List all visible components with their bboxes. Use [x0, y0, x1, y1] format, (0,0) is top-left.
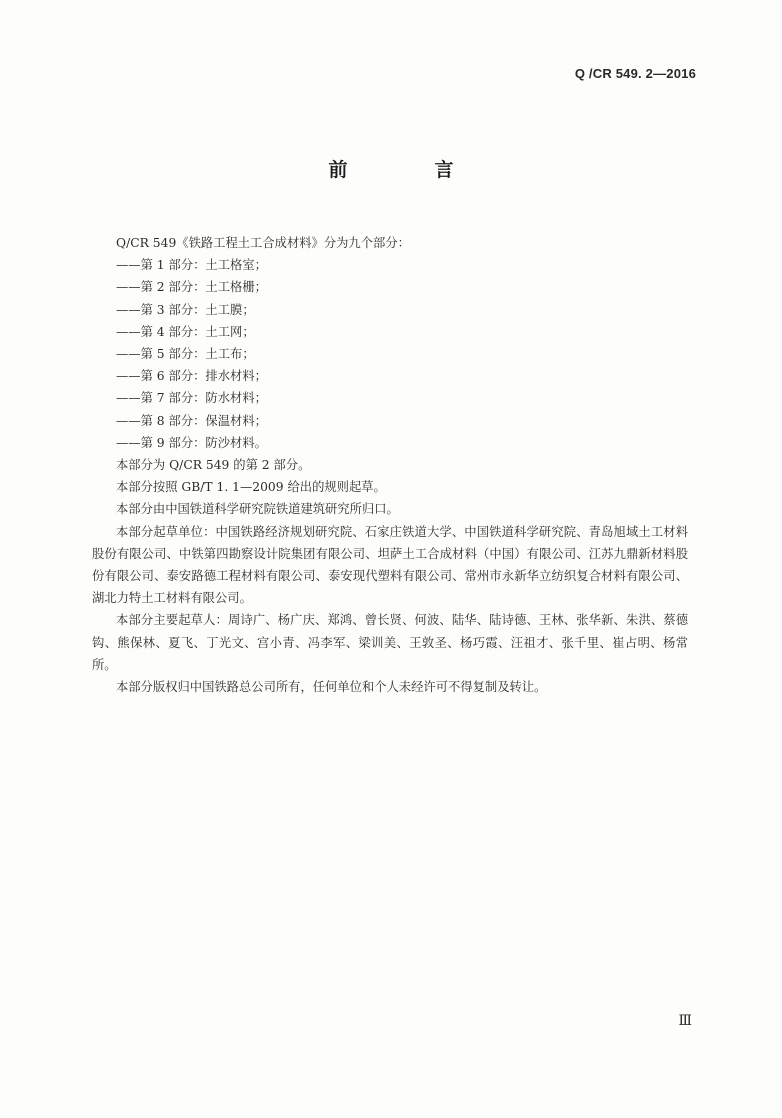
proposer-paragraph: 本部分由中国铁道科学研究院铁道建筑研究所归口。 [116, 502, 399, 517]
this-part-paragraph: 本部分为 Q/CR 549 的第 2 部分。 [116, 458, 311, 473]
part-list-item: ——第 1 部分：土工格室； [116, 258, 267, 273]
part-list-item: ——第 2 部分：土工格栅； [116, 280, 267, 295]
part-list-item: ——第 9 部分：防沙材料。 [116, 435, 267, 450]
part-list-item: ——第 5 部分：土工布； [116, 347, 255, 362]
copyright-paragraph: 本部分版权归中国铁路总公司所有，任何单位和个人未经许可不得复制及转让。 [116, 680, 547, 695]
standard-code: Q /CR 549. 2—2016 [574, 66, 696, 81]
part-list-item: ——第 7 部分：防水材料； [116, 391, 267, 406]
part-list-item: ——第 3 部分：土工膜； [116, 302, 255, 317]
part-list-item: ——第 4 部分：土工网； [116, 324, 255, 339]
part-list-item: ——第 6 部分：排水材料； [116, 369, 267, 384]
page-title: 前 言 [328, 159, 488, 181]
foreword-body [92, 232, 688, 698]
page-number: Ⅲ [678, 1013, 692, 1029]
drafting-rules-paragraph: 本部分按照 GB/T 1. 1—2009 给出的规则起草。 [116, 480, 386, 495]
drafters-paragraph: 本部分主要起草人：周诗广、杨广庆、郑鸿、曾长贤、何波、陆华、陆诗德、王林、张华新、朱洪、蔡德钩、熊保林、夏飞、丁光文、宫小青、冯李军、梁训美、王敦圣、杨巧霞、汪祖才、张千里、崔占明、杨常所。 [92, 613, 688, 672]
drafting-units-paragraph: 本部分起草单位：中国铁路经济规划研究院、石家庄铁道大学、中国铁道科学研究院、青岛旭域土工材料股份有限公司、中铁第四勘察设计院集团有限公司、坦萨土工合成材料（中国）有限公司、江苏九鼎新材料股份有限公司、泰安路德工程材料有限公司、泰安现代塑料有限公司、常州市永新华立纺织复合材料有限公司、湖北力特土工材料有限公司。 [92, 524, 688, 606]
intro-paragraph: Q/CR 549《铁路工程土工合成材料》分为九个部分： [116, 236, 410, 250]
part-list-item: ——第 8 部分：保温材料； [116, 413, 267, 428]
